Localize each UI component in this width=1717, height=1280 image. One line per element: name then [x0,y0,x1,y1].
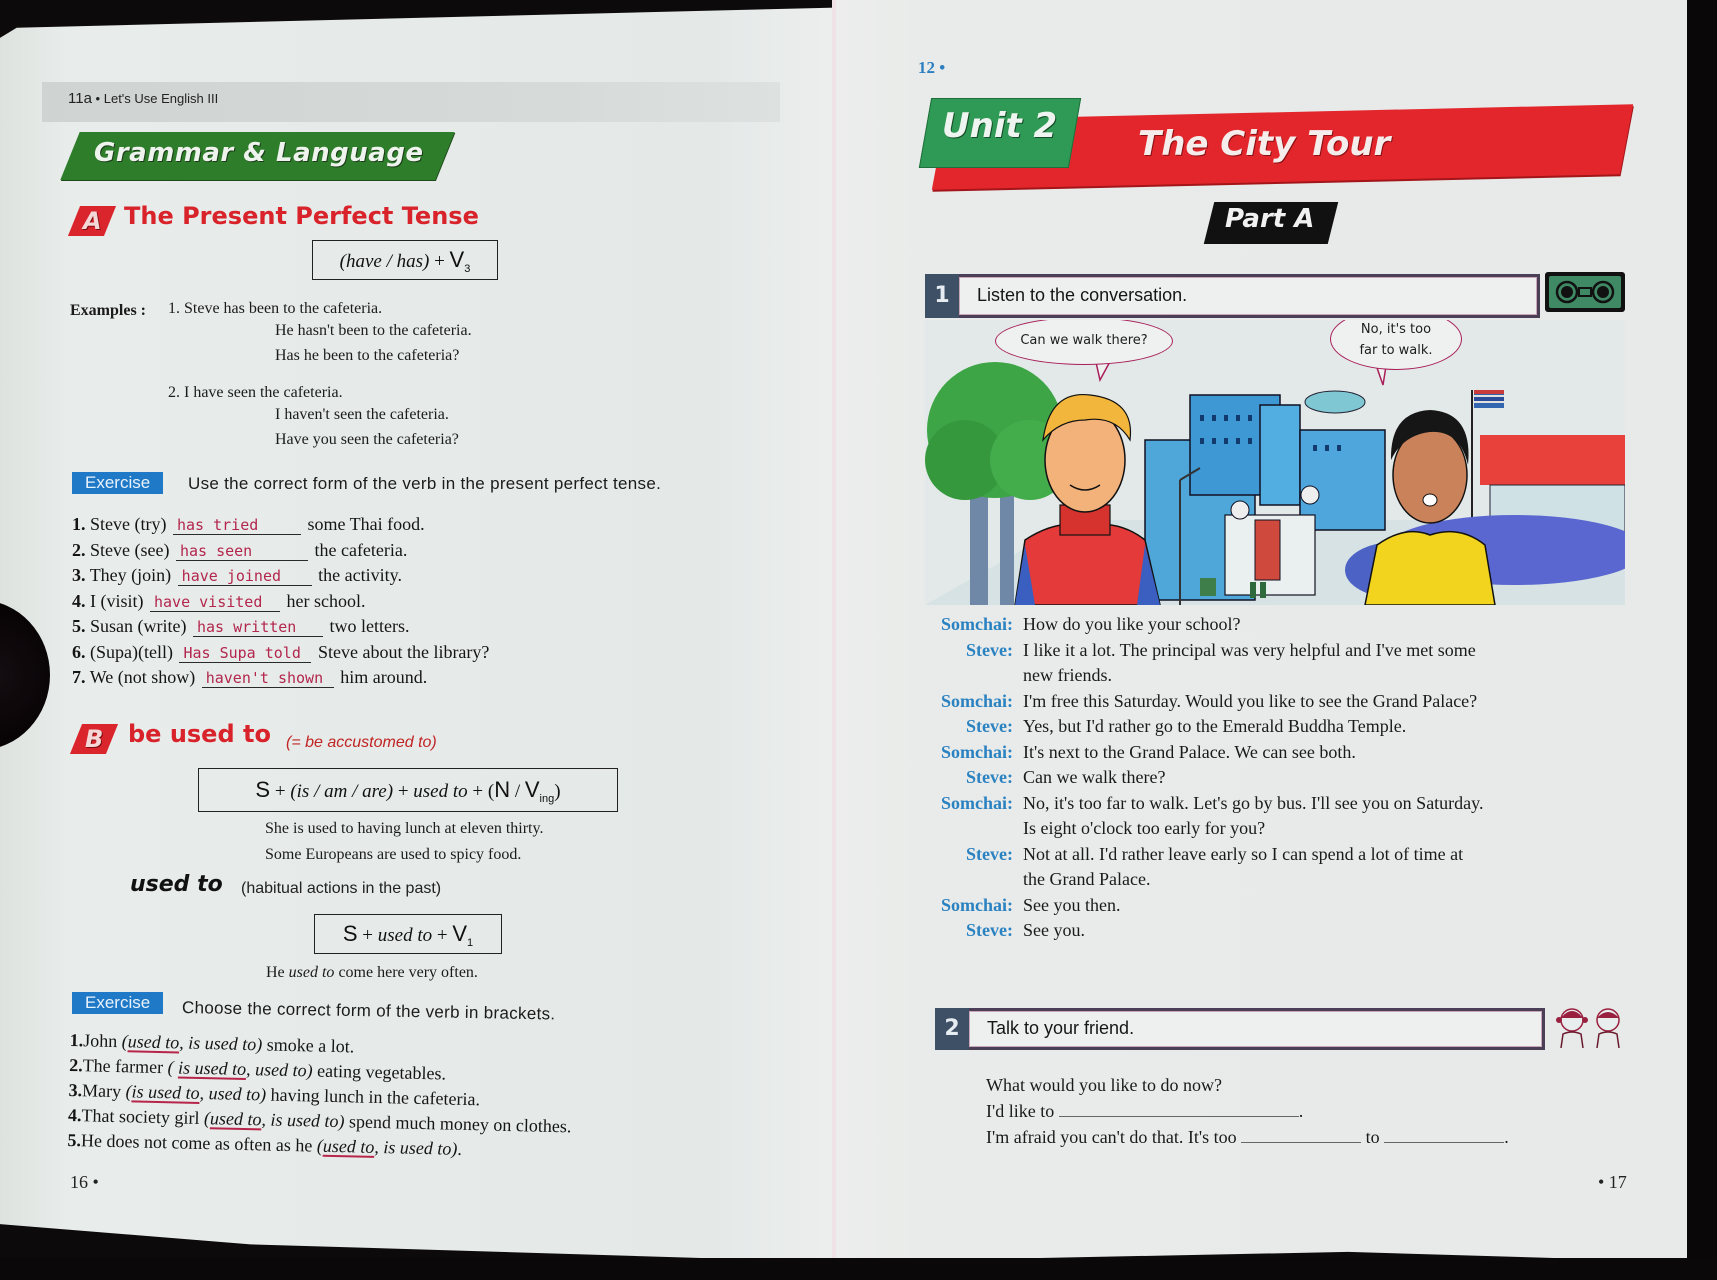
example-2-negative: I haven't seen the cafeteria. [275,406,449,423]
cassette-icon[interactable] [1545,272,1625,312]
exercise-tag-2: Exercise [72,992,163,1014]
dialogue-line: Somchai: See you then. [920,893,1593,919]
task-2-bar [935,1008,1545,1050]
exercise-2-list [67,1030,573,1166]
dialogue-line: Somchai: No, it's too far to walk. Let's go by bus. I'll see you on Saturday. Is eight o'clock too early for you? [920,791,1593,842]
be-used-to-example-1: She is used to having lunch at eleven thirty. [265,820,544,837]
chosen-option[interactable]: is used to [177,1057,247,1080]
speech-bubble-right: No, it's too far to walk. [1330,320,1462,370]
answer-field[interactable]: has seen [176,542,308,561]
fill-in-blank[interactable] [1059,1101,1299,1117]
task-number: 1 [925,274,959,318]
section-letter-badge-b: B [70,724,118,754]
formula-present-perfect: (have / $has) + V_3$ [312,240,498,280]
used-to-note: (habitual actions in the past) [241,880,442,897]
task-1-instruction: Listen to the conversation. [977,285,1188,305]
dialogue-line: Somchai: It's next to the Grand Palace. We can see both. [920,740,1593,766]
example-1-negative: He hasn't been to the cafeteria. [275,322,472,339]
exercise-item: 2.The farmer ( is used to, used to) eating vegetables. [68,1054,447,1084]
unit-title: The City Tour [1138,124,1391,164]
exercise-1-list [72,514,489,693]
exercise-item: 6. (Supa)(tell) Has Supa told Steve about the library? [72,641,490,662]
exercise-item: 4. I (visit) have visited her school. [72,590,366,611]
option[interactable]: is used to [188,1032,257,1055]
dialogue-line: Steve: Not at all. I'd rather leave early so I can spend a lot of time at the Grand Palace. [920,842,1593,893]
section-a-title: The Present Perfect Tense [124,202,479,230]
speaker: Steve: [966,716,1013,736]
speaker: Somchai: [941,614,1013,634]
speech-bubble-left: Can we walk there? [995,320,1173,365]
exercise-item: 5.He does not come as often as he (used to, is used to). [67,1129,463,1159]
task-2-instruction: Talk to your friend. [987,1018,1135,1038]
option[interactable]: used to [254,1059,307,1081]
chosen-option[interactable]: used to [127,1031,180,1053]
part-label: Part A [1225,204,1315,234]
dialogue [920,612,1593,944]
speaker: Steve: [966,843,1013,864]
page-number-left: 16 • [70,1172,99,1192]
conversation-illustration [925,320,1625,605]
dialogue-line: Somchai: How do you like your school? [920,612,1593,638]
task-number: 2 [935,1008,969,1050]
used-to-example: He used to come here very often. [266,964,478,981]
answer-field[interactable]: Has Supa told [179,644,311,663]
exercise-item: 1.John (used to, is used to) smoke a lot. [69,1030,355,1057]
exercise-2-instruction: Choose the correct form of the verb in brackets. [181,998,556,1024]
answer-field[interactable]: have visited [150,593,280,612]
unit-label: Unit 2 [942,106,1058,146]
dialogue-line: Steve: Can we walk there? [920,765,1593,791]
speaker: Steve: [966,767,1013,787]
city-scene-illustration [925,320,1625,605]
talk-question: What would you like to do now? [986,1075,1222,1095]
running-head-left: 11a • Let's Use English III [68,90,219,107]
talk-reply: I'm afraid you can't do that. It's too to . [986,1127,1509,1147]
section-banner-title: Grammar & Language [94,138,424,168]
page-number-right: • 17 [1598,1172,1627,1192]
option[interactable]: is used to [270,1109,339,1132]
pair-work-icon [1555,1004,1627,1053]
chosen-option[interactable]: used to [209,1108,262,1130]
dialogue-line: Somchai: I'm free this Saturday. Would you like to see the Grand Palace? [920,689,1593,715]
chosen-option[interactable]: is used to [131,1081,200,1103]
exercise-item: 1. Steve (try) has tried some Thai food. [72,514,425,534]
answer-field[interactable]: has tried [173,516,301,535]
background-edge [1687,0,1717,1280]
answer-field[interactable]: have joined [178,567,312,586]
example-1-question: Has he been to the cafeteria? [275,347,460,364]
exercise-item: 3.Mary (is used to, used to) having lunch in the cafeteria. [68,1079,481,1110]
exercise-item: 7. We (not show) haven't shown him around. [72,667,428,687]
exercise-tag-1: Exercise [72,472,163,494]
exercise-item: 2. Steve (see) has seen the cafeteria. [72,539,408,560]
formula-be-used-to: S + (is / am / are) + used to + $(N / V_{ing})$ [198,768,618,812]
exercise-item: 3. They (join) have joined the activity. [72,565,402,585]
section-b-note: (= be accustomed to) [286,734,437,751]
example-1: 1. Steve has been to the cafeteria. [168,300,383,317]
exercise-1-instruction: Use the correct form of the verb in the present perfect tense. [188,474,662,493]
speaker: Somchai: [941,894,1013,915]
fill-in-blank[interactable] [1384,1127,1504,1143]
used-to-heading: used to [130,872,223,897]
speaker: Somchai: [941,792,1013,813]
example-2: 2. I have seen the cafeteria. [168,384,343,401]
chosen-option[interactable]: used to [322,1135,375,1157]
examples-label: Examples : [70,302,146,319]
exercise-item: 4.That society girl (used to, is used to) spend much money on clothes. [67,1104,572,1137]
answer-field[interactable]: haven't shown [202,669,334,688]
example-2-question: Have you seen the cafeteria? [275,431,459,448]
running-head-right: 12 • [918,58,946,77]
option[interactable]: is used to [383,1137,452,1159]
book-spine [832,0,836,1262]
answer-field[interactable]: has written [193,618,323,637]
option[interactable]: used to [208,1083,261,1105]
section-letter-badge-a: A [68,206,116,236]
talk-answer: I'd like to . [986,1101,1304,1121]
be-used-to-example-2: Some Europeans are used to spicy food. [265,846,522,863]
formula-used-to: S + used to + $V_1$ [314,914,502,954]
background-bottom [0,1258,1717,1280]
speaker: Steve: [966,920,1013,940]
fill-in-blank[interactable] [1241,1127,1361,1143]
exercise-item: 5. Susan (write) has written two letters. [72,616,410,636]
dialogue-line: Steve: I like it a lot. The principal was very helpful and I've met some new friends. [920,638,1593,689]
task-1-bar [925,274,1540,318]
speaker: Somchai: [941,741,1013,762]
speaker: Somchai: [941,690,1013,711]
speaker: Steve: [966,639,1013,660]
dialogue-line: Steve: Yes, but I'd rather go to the Emerald Buddha Temple. [920,714,1593,740]
dialogue-line: Steve: See you. [920,918,1593,944]
section-b-title: be used to [128,720,271,748]
